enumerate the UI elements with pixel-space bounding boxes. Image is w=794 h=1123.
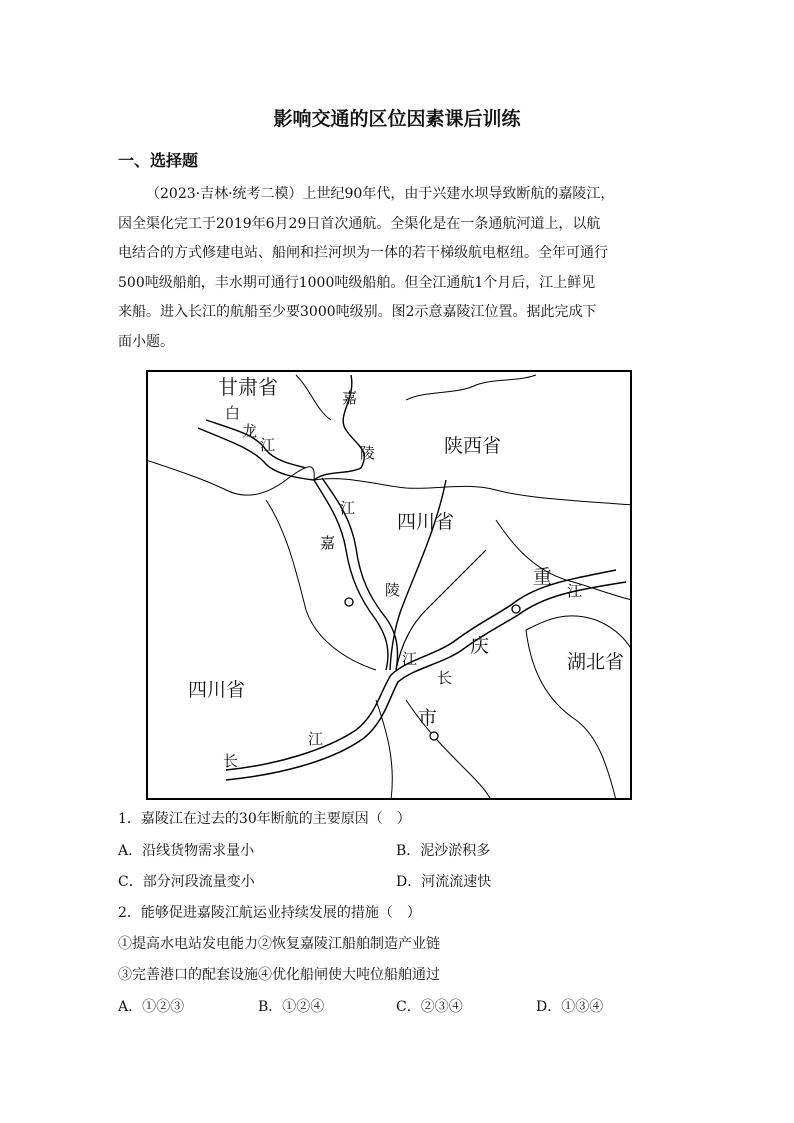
section-heading: 一、选择题: [118, 151, 199, 170]
question-1-option-a[interactable]: A．沿线货物需求量小: [118, 843, 255, 859]
city-marker: [345, 598, 353, 606]
label-bai: 白: [225, 404, 241, 422]
label-shi: 市: [418, 707, 438, 729]
question-1-option-d[interactable]: D．河流流速快: [396, 874, 492, 890]
question-2-option-c[interactable]: C．②③④: [396, 999, 463, 1015]
label-sichuan-left: 四川省: [188, 679, 246, 701]
question-2-stem: 2．能够促进嘉陵江航运业持续发展的措施（ ）: [118, 905, 421, 921]
label-ling-mid: 陵: [385, 581, 401, 599]
passage-line: 面小题。: [118, 333, 174, 350]
jialing-river-map: [146, 370, 632, 800]
label-jiang-sw: 江: [308, 730, 324, 748]
label-chong: 重: [533, 566, 553, 588]
question-2-statement: ③完善港口的配套设施④优化船闸使大吨位船舶通过: [118, 967, 440, 983]
label-ling-top: 陵: [360, 444, 376, 462]
question-1-option-b[interactable]: B．泥沙淤积多: [396, 843, 491, 859]
label-jiang-mid: 江: [340, 499, 356, 517]
label-jia-top: 嘉: [342, 389, 358, 407]
label-qing: 庆: [470, 635, 490, 657]
passage-line: 来船。进入长江的航船至少要3000吨级别。图2示意嘉陵江位置。据此完成下: [118, 304, 597, 320]
city-marker: [430, 732, 438, 740]
label-jiang-bailong: 江: [260, 436, 276, 454]
passage-line: （2023·吉林·统考二模）上世纪90年代，由于兴建水坝导致断航的嘉陵江，: [146, 186, 615, 202]
page-title: 影响交通的区位因素课后训练: [273, 108, 521, 130]
passage-line: 电结合的方式修建电站、船闸和拦河坝为一体的若干梯级航电枢纽。全年可通行: [118, 245, 608, 261]
question-2-statement: ①提高水电站发电能力②恢复嘉陵江船舶制造产业链: [118, 936, 440, 952]
question-1-stem: 1．嘉陵江在过去的30年断航的主要原因（ ）: [118, 811, 411, 827]
label-sichuan-center: 四川省: [397, 511, 455, 533]
question-2-option-b[interactable]: B．①②④: [258, 999, 325, 1015]
label-jia-mid: 嘉: [320, 534, 336, 552]
question-2-option-a[interactable]: A．①②③: [118, 999, 185, 1015]
question-1-option-c[interactable]: C．部分河段流量变小: [118, 874, 255, 890]
label-shaanxi: 陕西省: [444, 435, 502, 457]
label-chang-mid: 长: [437, 669, 453, 687]
question-2-option-d[interactable]: D．①③④: [536, 999, 604, 1015]
label-hubei: 湖北省: [567, 651, 625, 673]
label-jiang-east: 江: [567, 582, 583, 600]
passage-line: 因全渠化完工于2019年6月29日首次通航。全渠化是在一条通航河道上，以航: [118, 215, 601, 232]
passage-line: 500吨级船舶，丰水期可通行1000吨级船舶。但全江通航1个月后，江上鲜见: [118, 274, 596, 291]
label-chang-sw: 长: [223, 752, 239, 770]
label-gansu: 甘肃省: [218, 375, 278, 399]
city-marker: [512, 605, 520, 613]
label-jiang-low: 江: [402, 650, 418, 668]
label-long: 龙: [242, 422, 258, 440]
passage: [118, 180, 678, 357]
